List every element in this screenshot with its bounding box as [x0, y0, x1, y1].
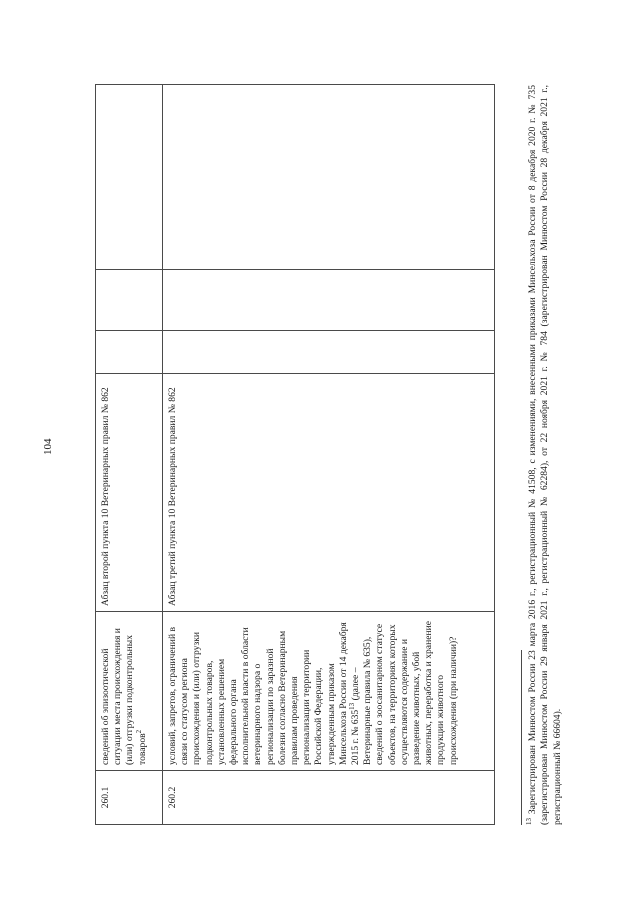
reference-cell: Абзац второй пункта 10 Ветеринарных правил № 862 — [96, 374, 163, 612]
checklist-table — [95, 84, 495, 825]
footnote-divider — [521, 650, 522, 825]
question-text-part1: условий, запретов, ограничений в связи со статусом региона происхождения и (или) отгрузки подконтрольных товаров, установленных решением федерального органа исполнительной власти в области ветеринарного надзора о регионализации по заразной болезни согласно Ветеринарным правилам проведения регионализации территории Российской Федерации, утвержденным приказом Минсельхоза России от 14 декабря 2015 г. № 635 — [167, 622, 362, 765]
footnote-ref: 2 — [134, 729, 143, 734]
row-number-cell: 260.1 — [96, 771, 163, 825]
rotated-content — [95, 85, 640, 825]
question-text-part2: (далее – Ветеринарные правила № 635), сведений о зоосанитарном статусе объектов, на территориях которых осуществляются содержание и разведение животных, убой животных, переработка и хранение продукции животного происхождения (при наличии)? — [350, 621, 459, 765]
question-cell — [163, 612, 495, 771]
answer-yes-cell — [163, 331, 495, 374]
reference-cell: Абзац третий пункта 10 Ветеринарных правил № 862 — [163, 374, 495, 612]
answer-yes-cell — [96, 331, 163, 374]
row-number-cell: 260.2 — [163, 771, 495, 825]
table-row — [96, 85, 163, 825]
table-row — [163, 85, 495, 825]
question-text: сведений об эпизоотической ситуации места происхождения и (или) отгрузки подконтрольных товаров — [100, 628, 148, 765]
notes-cell — [163, 85, 495, 270]
footnote-text: Зарегистрирован Минюстом России 23 марта 2016 г., регистрационный № 41508, с изменениями, внесенными приказами Минсельхоза России от 8 декабря 2020 г. № 735 (зарегистрирован Минюстом России 29 января 2021 г., регистрационный № 62284), от 22 ноября 2021 г. № 784 (зарегистрирован Минюстом России 28 декабря 2021 г., регистрационный № 66604). — [527, 85, 563, 825]
footnote-marker: 13 — [524, 818, 533, 825]
notes-cell — [96, 85, 163, 270]
footnote-ref: 13 — [347, 702, 356, 710]
page-number: 104 — [42, 438, 54, 455]
answer-no-cell — [163, 270, 495, 331]
footnote — [524, 85, 564, 825]
answer-no-cell — [96, 270, 163, 331]
question-cell — [96, 612, 163, 771]
